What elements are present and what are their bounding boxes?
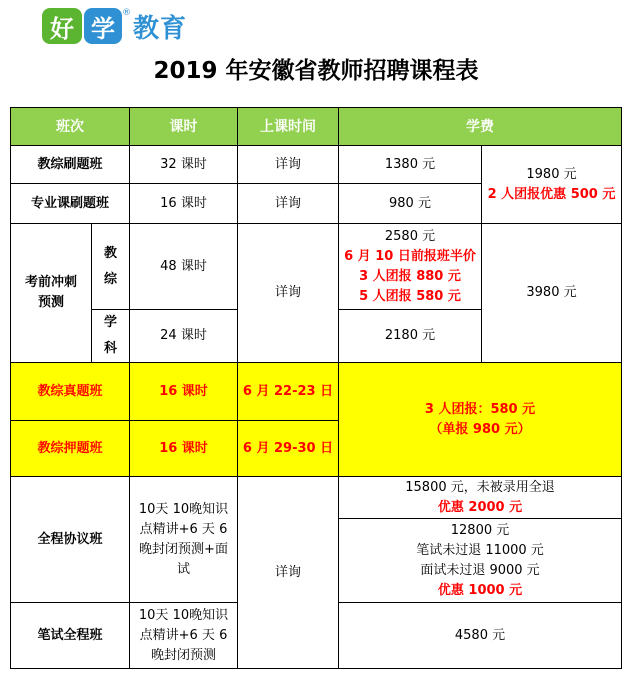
hours-line: 点精讲+6 天 6 (139, 521, 228, 537)
group-fee-cell (339, 363, 622, 477)
class-time: 详询 (238, 184, 339, 224)
page-title: 2019 年安徽省教师招聘课程表 (153, 58, 479, 84)
header-class: 班次 (11, 108, 130, 146)
class-hours: 16 课时 (130, 363, 238, 421)
combo-price: 1980 元 (526, 166, 577, 182)
fee-promo: 3 人团报 880 元 (359, 268, 461, 284)
subclass-label-char: 教 (103, 245, 117, 261)
fee-promo: 5 人团报 580 元 (359, 288, 461, 304)
combo-fee-cell (482, 146, 622, 224)
fee-promo: 优惠 1000 元 (437, 582, 523, 598)
hours-line: 点精讲+6 天 6 (139, 627, 228, 643)
class-fee (339, 224, 482, 310)
class-name-line1: 考前冲刺 (24, 275, 77, 290)
subclass-label-char: 综 (103, 271, 117, 287)
fee-price: 12800 元 (450, 522, 510, 538)
logo-text: 教育 (133, 13, 188, 44)
header-time: 上课时间 (238, 108, 339, 146)
header-fee: 学费 (339, 108, 622, 146)
table-row (11, 224, 622, 310)
class-fee: 980 元 (339, 184, 482, 224)
class-fee: 1380 元 (339, 146, 482, 184)
combo-fee-cell: 3980 元 (482, 224, 622, 363)
class-hours: 24 课时 (130, 310, 238, 363)
brand-logo (42, 6, 187, 46)
table-row (11, 146, 622, 184)
hours-line: 晚封闭预测 (150, 647, 216, 663)
class-hours: 16 课时 (130, 421, 238, 477)
hours-line: 晚封闭预测+面 (139, 541, 228, 557)
class-hours: 32 课时 (130, 146, 238, 184)
subclass-label-char: 学 (103, 315, 117, 330)
subclass-label-char: 科 (103, 341, 117, 356)
subclass-label (92, 224, 130, 310)
class-name: 专业课刷题班 (11, 184, 130, 224)
class-name: 教综刷题班 (11, 146, 130, 184)
fee-promo: 6 月 10 日前报班半价 (344, 248, 476, 264)
fee-refund: 笔试未过退 11000 元 (416, 542, 544, 558)
group-fee-line2: （单报 980 元） (429, 421, 531, 437)
logo-char-hao: 好 (42, 8, 82, 44)
table-row (11, 477, 622, 519)
hours-line: 试 (176, 561, 190, 577)
class-name: 笔试全程班 (11, 603, 130, 669)
fee-refund: 面试未过退 9000 元 (420, 562, 540, 578)
class-time: 详询 (238, 146, 339, 184)
class-name (11, 224, 92, 363)
class-hours (130, 603, 238, 669)
table-header-row (11, 108, 622, 146)
class-time: 6 月 29-30 日 (238, 421, 339, 477)
header-hours: 课时 (130, 108, 238, 146)
combo-discount: 2 人团报优惠 500 元 (487, 186, 616, 202)
logo-char-xue: 学 (84, 8, 122, 44)
group-fee-line1: 3 人团报：580 元 (424, 401, 536, 417)
class-fee: 2180 元 (339, 310, 482, 363)
class-hours: 48 课时 (130, 224, 238, 310)
class-fee (339, 519, 622, 603)
course-schedule-table (10, 107, 622, 669)
hours-line: 10天 10晚知识 (138, 501, 229, 517)
class-time: 详询 (238, 224, 339, 363)
fee-price: 2580 元 (384, 228, 436, 244)
class-time: 详询 (238, 477, 339, 669)
fee-price: 15800 元，未被录用全退 (405, 479, 555, 495)
class-name-line2: 预测 (37, 295, 64, 310)
class-hours (130, 477, 238, 603)
logo-registered-mark: ® (122, 8, 131, 18)
fee-promo: 优惠 2000 元 (437, 499, 523, 515)
class-name: 全程协议班 (11, 477, 130, 603)
class-name: 教综真题班 (11, 363, 130, 421)
table-row (11, 363, 622, 421)
class-fee: 4580 元 (339, 603, 622, 669)
subclass-label (92, 310, 130, 363)
class-time: 6 月 22-23 日 (238, 363, 339, 421)
class-fee (339, 477, 622, 519)
class-hours: 16 课时 (130, 184, 238, 224)
class-name: 教综押题班 (11, 421, 130, 477)
hours-line: 10天 10晚知识 (138, 607, 229, 623)
